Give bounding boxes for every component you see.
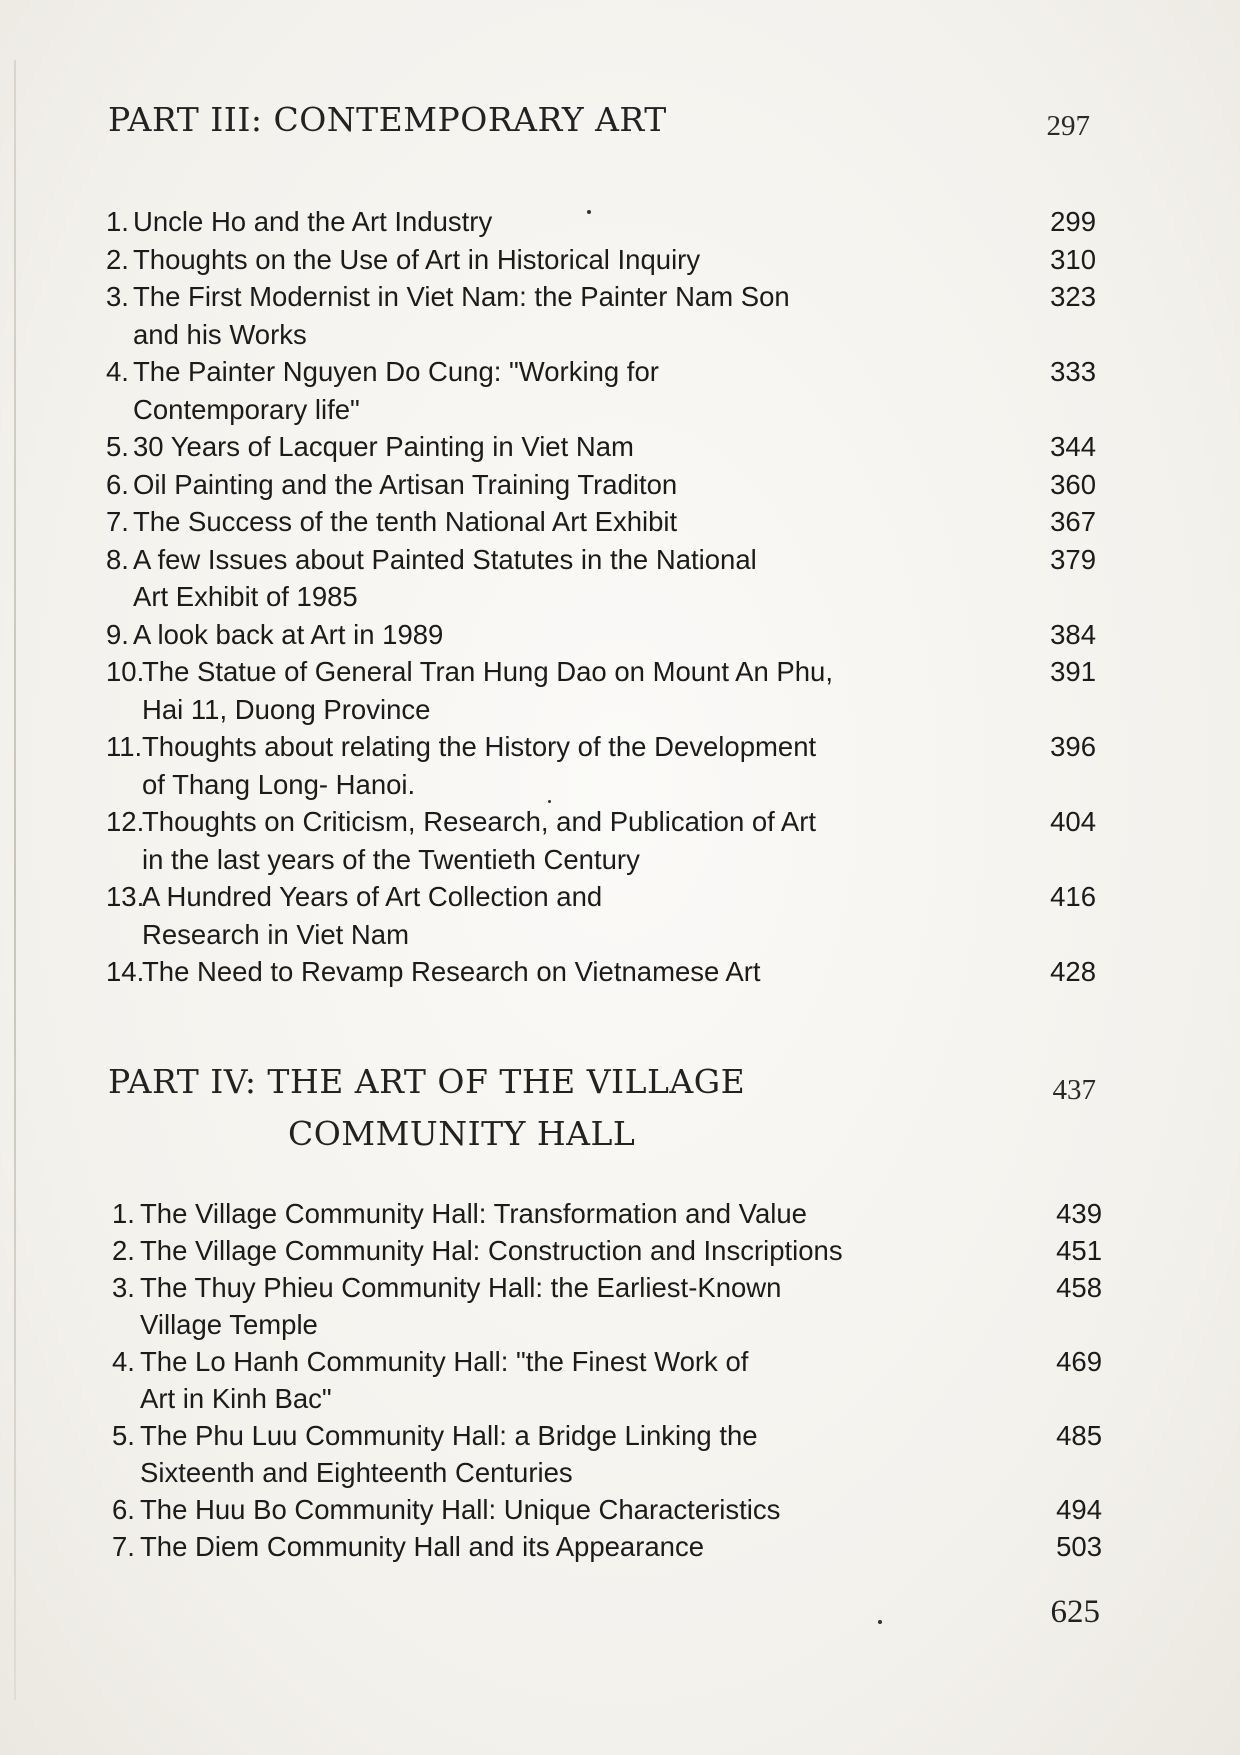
entry-number: 5.	[106, 431, 129, 462]
entry-page-number: 323	[1050, 281, 1096, 312]
entry-page-number: 503	[1056, 1531, 1102, 1562]
entry-page-number: 458	[1056, 1272, 1102, 1303]
entry-title-continuation: Hai 11, Duong Province	[142, 693, 431, 725]
toc-entry[interactable]	[106, 728, 1096, 803]
entry-number: 8.	[106, 543, 129, 575]
entry-number: 3.	[112, 1272, 135, 1303]
entry-page-number: 333	[1050, 356, 1096, 387]
entry-title: Thoughts on Criticism, Research, and Publication of Art	[142, 806, 817, 837]
part3-heading	[108, 100, 1108, 139]
entry-number: 2.	[112, 1235, 135, 1266]
toc-entry[interactable]	[112, 1195, 1102, 1232]
entry-number: 6.	[106, 468, 129, 500]
entry-title: Oil Painting and the Artisan Training Traditon	[133, 468, 678, 500]
entry-number: 1.	[106, 206, 129, 237]
entry-number: 3.	[106, 281, 129, 312]
entry-title: The Thuy Phieu Community Hall: the Earliest-Known	[140, 1272, 782, 1303]
toc-entry[interactable]	[106, 428, 1096, 466]
entry-number: 9.	[106, 618, 129, 650]
toc-entry[interactable]	[112, 1343, 1102, 1417]
entry-title: The Need to Revamp Research on Vietnamese Art	[142, 956, 761, 987]
toc-entry[interactable]	[106, 503, 1096, 541]
entry-page-number: 404	[1050, 806, 1096, 837]
entry-title-continuation: Village Temple	[140, 1309, 318, 1340]
entry-title: Uncle Ho and the Art Industry	[133, 206, 493, 237]
entry-number: 11.	[106, 731, 143, 762]
toc-entry[interactable]	[106, 653, 1096, 728]
entry-page-number: 360	[1050, 468, 1096, 500]
entry-page-number: 384	[1050, 618, 1096, 650]
entry-title: The Diem Community Hall and its Appearance	[140, 1531, 705, 1562]
entry-title: Thoughts about relating the History of the Development	[142, 731, 817, 762]
entry-page-number: 469	[1056, 1346, 1102, 1377]
entry-number: 12.	[106, 806, 145, 837]
toc-entry[interactable]	[106, 616, 1096, 654]
entry-title: The Success of the tenth National Art Exhibit	[133, 506, 678, 537]
entry-page-number: 367	[1050, 506, 1096, 537]
entry-page-number: 299	[1050, 206, 1096, 237]
entry-number: 13.	[106, 881, 145, 912]
entry-title-continuation: Contemporary life"	[133, 393, 360, 425]
print-speck	[548, 800, 551, 803]
part4-contents-list	[112, 1195, 1102, 1565]
entry-number: 2.	[106, 243, 129, 275]
entry-title: A Hundred Years of Art Collection and	[142, 881, 603, 912]
entry-page-number: 451	[1056, 1235, 1102, 1266]
entry-title-continuation: Art Exhibit of 1985	[133, 581, 358, 612]
part3-title: PART III: CONTEMPORARY ART	[108, 100, 667, 139]
toc-entry[interactable]	[106, 203, 1096, 241]
part3-contents-list	[106, 203, 1096, 991]
entry-number: 4.	[112, 1346, 135, 1377]
entry-number: 7.	[106, 506, 129, 537]
toc-entry[interactable]	[106, 953, 1096, 991]
part3-page-number: 297	[1046, 110, 1090, 142]
part4-page-number: 437	[1052, 1074, 1096, 1106]
entry-number: 6.	[112, 1494, 135, 1525]
toc-entry[interactable]	[106, 241, 1096, 279]
entry-title: The First Modernist in Viet Nam: the Painter Nam Son	[133, 281, 790, 312]
entry-number: 4.	[106, 356, 129, 387]
entry-number: 1.	[112, 1198, 135, 1229]
entry-title: The Huu Bo Community Hall: Unique Characteristics	[140, 1494, 781, 1525]
entry-title: A few Issues about Painted Statutes in the National	[133, 543, 757, 575]
entry-page-number: 439	[1056, 1198, 1102, 1229]
folio-page-number: 625	[1050, 1594, 1100, 1630]
print-speck	[878, 1620, 882, 1624]
entry-title: The Village Community Hal: Construction and Inscriptions	[140, 1235, 843, 1266]
entry-title-continuation: and his Works	[133, 318, 307, 350]
entry-title-continuation: Sixteenth and Eighteenth Centuries	[140, 1457, 573, 1488]
toc-entry[interactable]	[112, 1528, 1102, 1565]
entry-number: 5.	[112, 1420, 135, 1451]
entry-page-number: 485	[1056, 1420, 1102, 1451]
entry-page-number: 310	[1050, 243, 1096, 275]
toc-entry[interactable]	[106, 541, 1096, 616]
entry-title: A look back at Art in 1989	[133, 618, 444, 650]
entry-page-number: 494	[1056, 1494, 1102, 1525]
entry-title: The Village Community Hall: Transformation and Value	[140, 1198, 807, 1229]
entry-page-number: 344	[1050, 431, 1096, 462]
entry-number: 14.	[106, 956, 145, 987]
entry-title: The Statue of General Tran Hung Dao on Mount An Phu,	[142, 656, 833, 687]
entry-title-continuation: in the last years of the Twentieth Century	[142, 843, 640, 875]
print-speck	[587, 210, 591, 214]
toc-entry[interactable]	[112, 1232, 1102, 1269]
entry-page-number: 428	[1050, 956, 1096, 987]
entry-number: 10.	[106, 656, 145, 687]
entry-title: The Phu Luu Community Hall: a Bridge Linking the	[140, 1420, 758, 1451]
toc-entry[interactable]	[106, 466, 1096, 504]
entry-title: The Painter Nguyen Do Cung: "Working for	[133, 356, 659, 387]
part4-heading	[108, 1062, 1108, 1101]
entry-page-number: 396	[1050, 731, 1096, 762]
toc-entry[interactable]	[106, 353, 1096, 428]
toc-entry[interactable]	[106, 878, 1096, 953]
page-edge-shadow	[14, 60, 16, 1700]
toc-entry[interactable]	[112, 1269, 1102, 1343]
entry-title: The Lo Hanh Community Hall: "the Finest Work of	[140, 1346, 749, 1377]
part4-title-line2: COMMUNITY HALL	[288, 1114, 636, 1153]
toc-entry[interactable]	[112, 1417, 1102, 1491]
entry-title: Thoughts on the Use of Art in Historical Inquiry	[133, 243, 701, 275]
toc-entry[interactable]	[106, 803, 1096, 878]
entry-page-number: 379	[1050, 543, 1096, 575]
entry-title-continuation: Art in Kinh Bac"	[140, 1383, 332, 1414]
entry-title-continuation: of Thang Long- Hanoi.	[142, 768, 416, 800]
part4-title-line1: PART IV: THE ART OF THE VILLAGE	[108, 1062, 746, 1101]
entry-page-number: 391	[1050, 656, 1096, 687]
toc-entry[interactable]	[112, 1491, 1102, 1528]
entry-title-continuation: Research in Viet Nam	[142, 918, 409, 950]
entry-page-number: 416	[1050, 881, 1096, 912]
toc-entry[interactable]	[106, 278, 1096, 353]
entry-title: 30 Years of Lacquer Painting in Viet Nam	[133, 431, 634, 462]
entry-number: 7.	[112, 1531, 135, 1562]
